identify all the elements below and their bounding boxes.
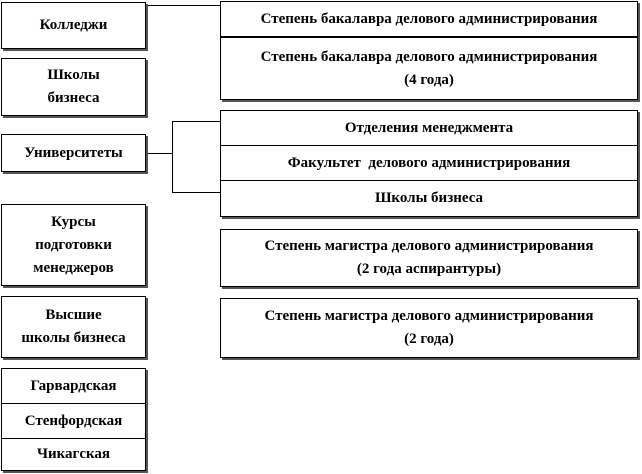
master-degree-2-line2: (2 года) (404, 331, 454, 347)
colleges-box (1, 2, 146, 49)
chicago-label: Чикагская (36, 446, 111, 462)
master-degree-2-line1: Степень магистра делового администрирования (264, 308, 594, 324)
master-degree-box-1 (220, 229, 638, 287)
mgmt-courses-line3: менеджеров (33, 259, 114, 276)
bachelor-degree-box-2 (220, 37, 638, 100)
universities-box (1, 134, 146, 172)
stanford-box (1, 403, 146, 439)
connector-bracket-top (172, 121, 220, 122)
connector-universities-out (146, 153, 172, 154)
bachelor-degree-box-1 (220, 1, 638, 37)
ba-faculty-box (220, 145, 638, 181)
business-schools-label-line2: бизнеса (47, 90, 100, 106)
master-degree-1-line1: Степень магистра делового администрирования (264, 238, 594, 254)
mgmt-courses-line1: Курсы (51, 213, 96, 230)
stanford-label: Стенфордская (24, 412, 123, 429)
harvard-box (1, 368, 146, 404)
right-business-schools-box (220, 180, 638, 217)
mgmt-courses-box (1, 204, 146, 286)
business-schools-label-line1: Школы (47, 67, 100, 83)
mgmt-departments-label: Отделения менеджмента (344, 119, 514, 136)
ba-faculty-label: Факультет делового администрирования (287, 154, 571, 171)
bachelor-degree-1-label: Степень бакалавра делового администрирования (260, 10, 598, 27)
connector-colleges-bachelor (146, 5, 220, 6)
connector-bracket-bottom (172, 192, 220, 193)
master-degree-box-2 (220, 298, 638, 358)
right-business-schools-label: Школы бизнеса (374, 190, 484, 206)
chicago-box (1, 438, 146, 471)
connector-universities-bracket (172, 121, 173, 193)
universities-label: Университеты (24, 144, 123, 161)
higher-business-schools-line1: Высшие (45, 307, 102, 323)
higher-business-schools-box (1, 296, 146, 358)
mgmt-courses-line2: подготовки (35, 236, 112, 253)
master-degree-1-line2: (2 года аспирантуры) (356, 261, 502, 277)
business-schools-box (1, 58, 146, 116)
bachelor-degree-2-line2: (4 года) (404, 71, 454, 88)
bachelor-degree-2-line1: Степень бакалавра делового администрирования (260, 48, 598, 65)
higher-business-schools-line2: школы бизнеса (21, 330, 126, 346)
harvard-label: Гарвардская (30, 377, 117, 394)
colleges-label: Колледжи (39, 17, 108, 33)
mgmt-departments-box (220, 110, 638, 146)
